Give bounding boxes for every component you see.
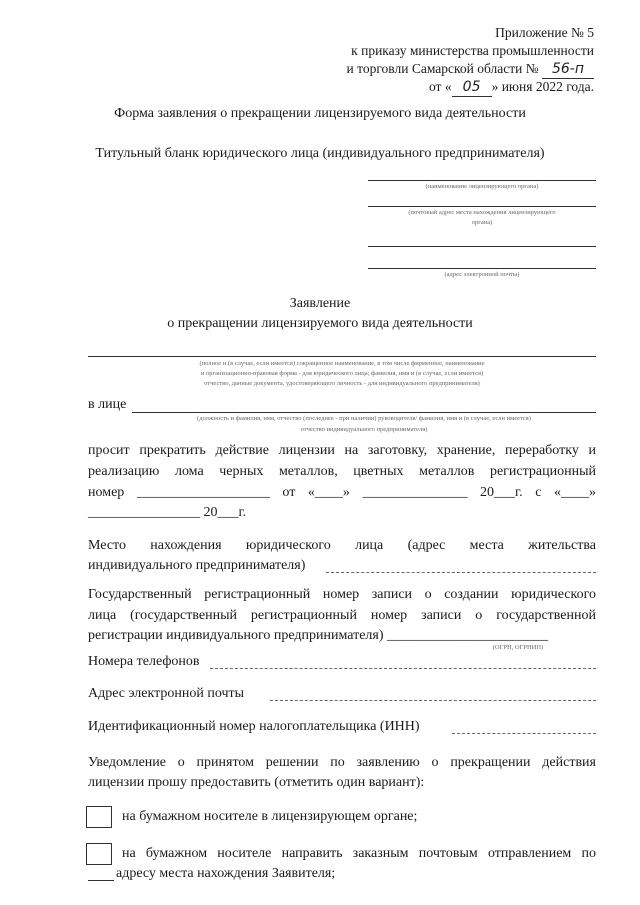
form-subtitle: Титульный бланк юридического лица (индивидуального предпринимателя) xyxy=(95,146,545,161)
request-line-2: реализацию лома черных металлов, цветных металлов регистрационный xyxy=(88,464,596,479)
order-date-suffix: » июня 2022 года. xyxy=(491,79,594,94)
phones-field xyxy=(210,668,596,669)
registration-line-3: регистрации индивидуального предпринимателя) _______________________ xyxy=(88,628,549,643)
option-mail-delivery-line-2: адресу места нахождения Заявителя; xyxy=(116,866,336,881)
in-person-label: в лице xyxy=(88,397,127,412)
inn-field xyxy=(452,733,596,734)
phones-label: Номера телефонов xyxy=(88,654,200,669)
applicant-caption-1: (полное и (в случае, если имеется) сокращенное наименование, в том числе фирменное, наименование xyxy=(199,360,485,367)
option-mail-delivery-line-1: на бумажном носителе направить заказным почтовым отправлением по xyxy=(122,846,596,861)
addressee-line-1 xyxy=(368,180,596,181)
order-date-prefix: от « xyxy=(428,79,452,94)
order-number-prefix: и торговли Самарской области № xyxy=(346,61,539,76)
request-line-4: ________________ 20___г. xyxy=(88,505,247,520)
order-number-line xyxy=(347,60,594,79)
addressee-line-3 xyxy=(368,246,596,247)
addressee-line-4 xyxy=(368,268,596,269)
in-person-caption-1: (должность и фамилия, имя, отчество (последнее - при наличии) руководителя/ фамилия, имя и (в случае, если имеется) xyxy=(197,415,531,422)
option-paper-in-office-checkbox[interactable] xyxy=(86,806,112,828)
order-reference: к приказу министерства промышленности xyxy=(351,43,594,58)
in-person-caption-2: отчество индивидуального предпринимателя) xyxy=(300,426,428,433)
request-line-1: просит прекратить действие лицензии на заготовку, хранение, переработку и xyxy=(88,443,596,458)
addressee-line-2 xyxy=(368,206,596,207)
addressee-caption-1: (наименование лицензирующего органа) xyxy=(425,183,539,190)
option-mail-delivery-checkbox[interactable] xyxy=(86,843,112,865)
registration-caption: (ОГРН, ОГРНИП) xyxy=(492,644,544,651)
notification-line-1: Уведомление о принятом решении по заявлению о прекращении действия xyxy=(88,755,596,770)
registration-line-2: лица (государственный регистрационный номер записи о государственной xyxy=(88,608,596,623)
form-title: Форма заявления о прекращении лицензируемого вида деятельности xyxy=(114,106,526,121)
email-field xyxy=(270,700,596,701)
addressee-caption-2b: органа) xyxy=(471,219,493,226)
appendix-number: Приложение № 5 xyxy=(495,25,594,40)
notification-line-2: лицензии прошу предоставить (отметить один вариант): xyxy=(88,775,425,790)
applicant-caption-2: и организационно-правовая форма - для юридического лица; фамилия, имя и (в случае, если имеется) xyxy=(200,370,484,377)
in-person-line xyxy=(132,412,596,413)
option-paper-in-office-label: на бумажном носителе в лицензирующем органе; xyxy=(122,809,418,824)
statement-subtitle: о прекращении лицензируемого вида деятельности xyxy=(167,316,473,331)
applicant-name-line xyxy=(88,356,596,357)
location-line-1: Место нахождения юридического лица (адрес места жительства xyxy=(88,538,596,553)
addressee-caption-2a: (почтовый адрес места нахождения лицензирующего xyxy=(408,209,556,216)
location-field xyxy=(326,572,596,573)
location-line-2: индивидуального предпринимателя) xyxy=(88,558,306,573)
request-line-3: номер ___________________ от «____» _______________ 20___г. с «____» xyxy=(88,485,596,500)
registration-line-1: Государственный регистрационный номер записи о создании юридического xyxy=(88,587,596,602)
order-day: 05 xyxy=(452,78,492,97)
applicant-caption-3: отчество, данные документа, удостоверяющего личность - для индивидуального предпринимателя) xyxy=(204,380,480,387)
order-date-line xyxy=(429,78,594,97)
inn-label: Идентификационный номер налогоплательщика (ИНН) xyxy=(88,719,420,734)
email-label: Адрес электронной почты xyxy=(88,686,245,701)
addressee-caption-4: (адрес электронной почты) xyxy=(444,271,520,278)
order-number: 56-п xyxy=(542,60,594,79)
statement-title: Заявление xyxy=(289,296,351,311)
option-mail-delivery-blank xyxy=(88,880,114,881)
